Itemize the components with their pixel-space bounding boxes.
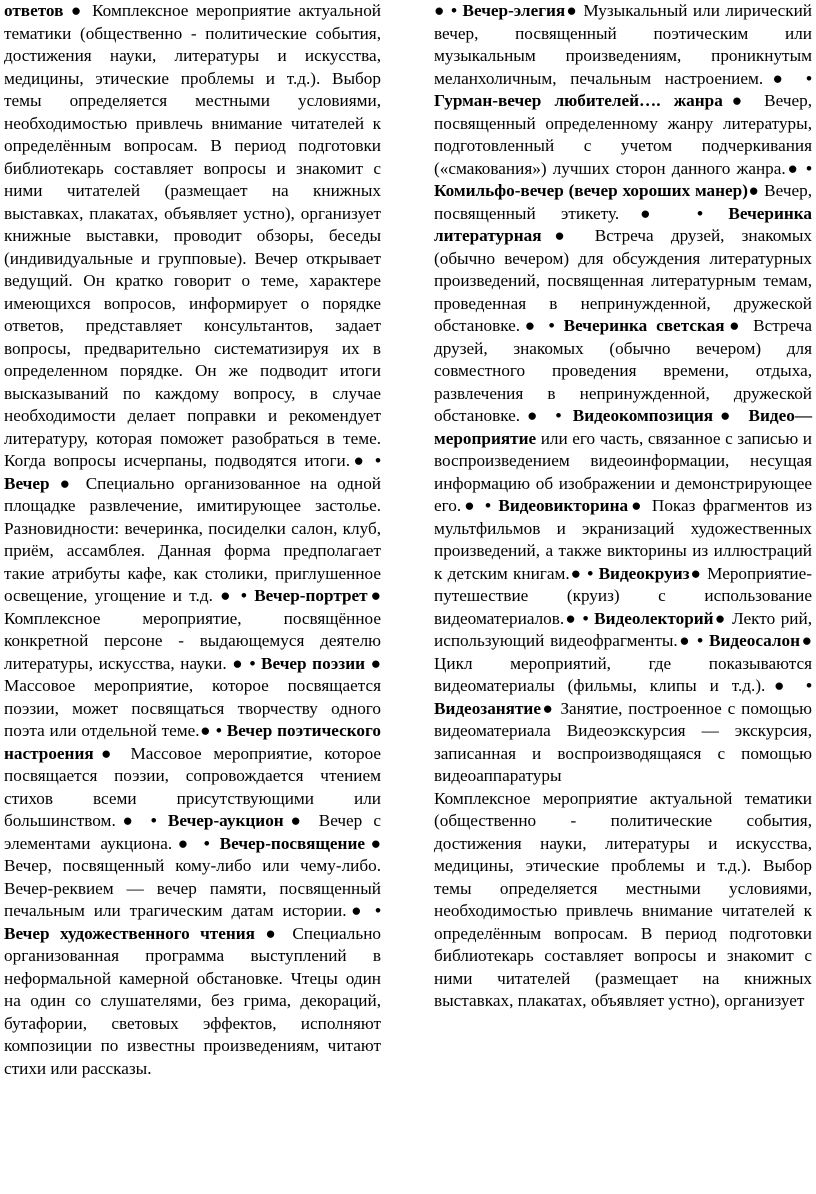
body-text: Лекто рий, использующий видеофрагменты.● [434, 608, 812, 650]
term-videozanyatie: • Видеозанятие● [434, 676, 812, 718]
term-videokompoziciya: • Видеокомпозиция● Видео— мероприятие [434, 406, 813, 448]
body-text: ● Комплексное мероприятие актуальной тематики (общественно - политические события, достижения науки, литературы и искусства, медицины, этические проблемы и т.д.). Выбор темы определяется местными условиями, необходимостью привлечь внимание читателей к определённым вопросам. В период подготовки библиотекарь составляет вопросы и знакомит с ними читателей (размещает на книжных выставках, плакатах, объявляет устно), организует книжные выставки, проводит обзоры, беседы (индивидуальные и групповые). Вечер открывает ведущий. Он кратко говорит о теме, характере имеющихся вопросов, информирует о порядке ответов, представляет консультантов, задает вопросы, предварительно систематизируя их в определенном порядке. Он же подводит итоги высказываний по каждому вопросу, в случае необходимости делает поправки и рекомендует литературу, которая поможет разобраться в теме. Когда вопросы исчерпаны, подводятся итоги.● [4, 1, 381, 470]
body-text: ● [434, 1, 452, 20]
left-column-text [4, 0, 381, 1080]
term-gurman-vecher: • Гурман-вечер любителей…. жанра● [434, 68, 812, 110]
body-text: Цикл мероприятий, где показываются видеоматериалы (фильмы, клипы и т.д.).● [434, 653, 812, 695]
term-videosalon: • Видеосалон● [697, 631, 813, 650]
body-text: ● Массовое мероприятие, которое посвящается поэзии, может посвящаться творчеству одного поэта или отдельной теме.● [4, 653, 381, 740]
body-text: Комплексное мероприятие, посвящённое конкретной персоне - выдающемуся деятелю литературы, искусства, науки. ● [4, 608, 381, 673]
term-vecherinka-svetskaya: • Вечеринка светская● [548, 316, 745, 335]
body-text: или его часть, связанное с записью и воспроизведением видеоинформации, несущая информацию об изображении и демонстрирующее его.● [434, 428, 812, 515]
body-text: Музыкальный или лирический вечер, посвященный поэтическим или музыкальным произведениям, проникнутым меланхоличным, печальным настроением.● [434, 1, 813, 88]
body-text: ● Специально организованное на одной площадке развлечение, имитирующее застолье. Разновидности: вечеринка, посиделки салон, клуб, приём, ассамблея. Данная форма предполагает такие атрибуты кафе, как столики, приглушенное освещение, угощение и т.д. ● [4, 473, 381, 605]
body-text: Показ фрагментов из мультфильмов и экранизаций художественных произведений, а также викторины из иллюстраций к детским книгам.● [434, 496, 812, 583]
right-column-paragraph-2: Комплексное мероприятие актуальной тематики (общественно - политические события, достижения науки, литературы и искусства, медицины, этические проблемы и т.д.). Выбор темы определяется местными условиями, необходимостью привлечь внимание читателей к определённым вопросам. В период подготовки библиотекарь составляет вопросы и знакомит с ними читателей (размещает на книжных выставках, плакатах, объявляет устно), организует [434, 788, 812, 1010]
body-text: Встреча друзей, знакомых (обычно вечером) для обсуждения литературных произведений, посвященная литературным темам, проведенная в непринужденной, дружеской обстановке.● [434, 226, 812, 335]
term-videokruiz: • Видеокруиз● [587, 563, 702, 583]
term-vecher-elegiya: • Вечер-элегия● [451, 1, 578, 20]
right-column [434, 0, 812, 1013]
body-text: Массовое мероприятие, которое посвящается поэзии, сопровождается чтением стихов всеми присутствующими или большинством.● [4, 743, 382, 830]
term-vecher-khudozhestvennogo-chteniya: • Вечер художественного чтения [4, 901, 381, 943]
term-videolektoriy: • Видеолекторий● [582, 608, 727, 628]
term-vecher-poezii: • Вечер поэзии [249, 653, 366, 673]
body-text: Занятие, построенное с помощью видеоматериала Видеоэкскурсия — экскурсия, записанная и воспроизводящаяся с помощью видеоаппаратуры [434, 698, 812, 785]
term-vecher-aukcion: • Вечер-аукцион● [150, 811, 308, 830]
body-text: Вечер с элементами аукциона.● [4, 811, 381, 853]
term-vecher-portret: • Вечер-портрет● [240, 586, 381, 605]
term-otvetov: ответов [4, 1, 64, 20]
body-text: Вечер, посвященный этикету.● [434, 181, 813, 223]
left-column [4, 0, 381, 1080]
term-vecher: • Вечер [4, 451, 381, 493]
term-komilfo-vecher: • Комильфо-вечер (вечер хороших манер)● [434, 158, 812, 200]
body-text: Вечер, посвященный определенному жанру литературы, подготовленный с учетом подчеркивания («смакования») лучших сторон данного жанра.● [434, 91, 813, 178]
term-vecher-poeticheskogo-nastroeniya: • Вечер поэтического настроения● [4, 721, 381, 763]
term-vecher-posvyashchenie: • Вечер-посвящение● [203, 833, 381, 853]
term-vecherinka-literaturnaya: • Вечеринка литературная● [434, 203, 812, 245]
body-text: Мероприятие-путешествие (круиз) с использование видеоматериалов.● [434, 563, 812, 628]
body-text: ● Специально организованная программа выступлений в неформальной камерной обстановке. Чтецы один на один со слушателями, без грима, декораций, бутафории, световых эффектов, исполняют композиции по известны произведениям, читают стихи или рассказы. [4, 923, 381, 1078]
right-column-text [434, 0, 812, 788]
term-videoviktorina: • Видеовикторина● [484, 496, 645, 515]
body-text: Вечер, посвященный кому-либо или чему-либо. Вечер-реквием — вечер памяти, посвященный печальным или трагическим датам истории.● [4, 856, 381, 920]
body-text: Встреча друзей, знакомых (обычно вечером) для совместного проведения времени, отдыха, развлечения в непринужденной, дружеской обстановке.● [434, 316, 812, 425]
